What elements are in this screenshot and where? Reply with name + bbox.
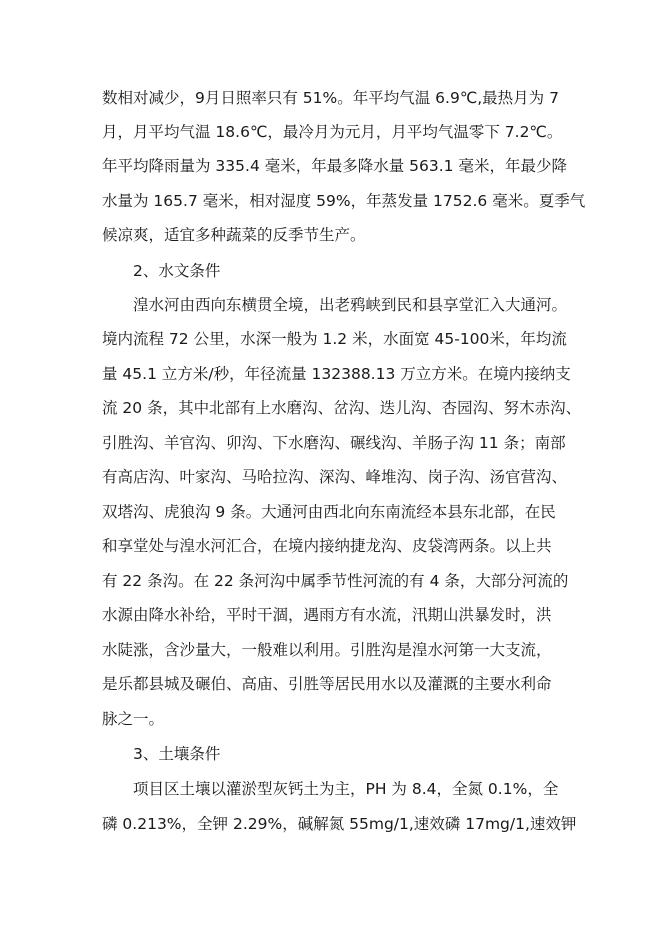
text-line: 是乐都县城及碾伯、高庙、引胜等居民用水以及灌溉的主要水利命 <box>102 675 552 693</box>
text-line: 水源由降水补给，平时干涸，遇雨方有水流，汛期山洪暴发时，洪 <box>102 606 552 624</box>
text-line: 年平均降雨量为 335.4 毫米，年最多降水量 563.1 毫米，年最少降 <box>102 157 567 175</box>
text-line: 引胜沟、羊官沟、卯沟、下水磨沟、碾线沟、羊肠子沟 11 条；南部 <box>102 434 566 452</box>
text-line: 磷 0.213%，全钾 2.29%，碱解氮 55mg/1,速效磷 17mg/1,速效钾 <box>102 815 577 833</box>
section-heading-soil: 3、土壤条件 <box>133 745 221 763</box>
paragraph-first-line: 项目区土壤以灌淤型灰钙土为主，PH 为 8.4，全氮 0.1%，全 <box>133 780 559 798</box>
text-line: 候凉爽，适宜多种蔬菜的反季节生产。 <box>102 226 366 244</box>
text-line: 有 22 条沟。在 22 条河沟中属季节性河流的有 4 条，大部分河流的 <box>102 572 569 590</box>
paragraph-first-line: 湟水河由西向东横贯全境，出老鸦峡到民和县享堂汇入大通河。 <box>133 296 568 314</box>
text-line: 水量为 165.7 毫米，相对湿度 59%，年蒸发量 1752.6 毫米。夏季气 <box>102 192 586 210</box>
text-line: 数相对减少，9月日照率只有 51%。年平均气温 6.9℃,最热月为 7 <box>102 89 559 107</box>
text-line: 脉之一。 <box>102 710 165 728</box>
text-line: 和享堂处与湟水河汇合，在境内接纳捷龙沟、皮袋湾两条。以上共 <box>102 537 552 555</box>
text-line: 双塔沟、虎狼沟 9 条。大通河由西北向东南流经本县东北部，在民 <box>102 503 556 521</box>
section-heading-hydrology: 2、水文条件 <box>133 262 221 280</box>
text-line: 流 20 条，其中北部有上水磨沟、岔沟、迭儿沟、杏园沟、努木赤沟、 <box>102 399 582 417</box>
text-line: 境内流程 72 公里，水深一般为 1.2 米，水面宽 45-100米，年均流 <box>102 330 567 348</box>
text-line: 水陡涨，含沙量大，一般难以利用。引胜沟是湟水河第一大支流， <box>102 641 552 659</box>
text-line: 月，月平均气温 18.6℃，最冷月为元月，月平均气温零下 7.2℃。 <box>102 123 563 141</box>
text-line: 量 45.1 立方米/秒，年径流量 132388.13 万立方米。在境内接纳支 <box>102 365 571 383</box>
text-line: 有高店沟、叶家沟、马哈拉沟、深沟、峰堆沟、岗子沟、汤官营沟、 <box>102 468 568 486</box>
